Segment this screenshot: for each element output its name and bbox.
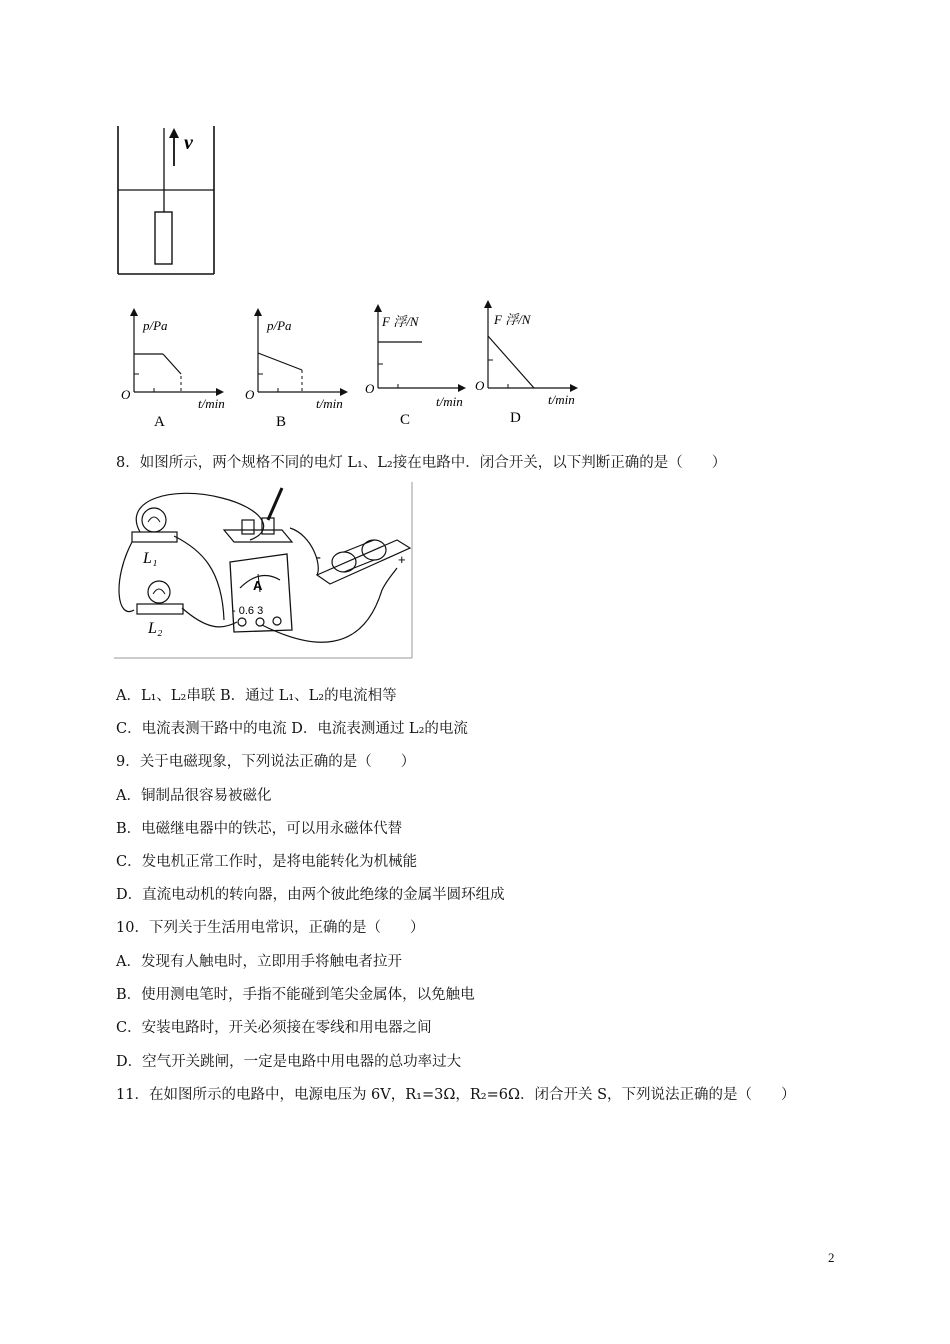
q10-option-b: B．使用测电笔时，手指不能碰到笔尖金属体，以免触电 [116,987,475,1003]
circuit-l1-label: L₁ [143,550,158,567]
graph-c-option: C [400,412,411,428]
graph-a-ylabel: p/Pa [143,318,168,333]
graph-b-option: B [276,414,287,428]
ammeter-label: A [253,578,263,593]
graph-b [242,306,362,428]
graph-d-option: D [510,410,521,426]
graph-d [472,300,592,428]
graph-c-origin: O [365,381,375,396]
graph-c [360,300,480,428]
graph-a-option: A [154,414,165,428]
q10-stem: 10．下列关于生活用电常识，正确的是（ ） [116,920,425,936]
q8-option-ab: A．L₁、L₂串联 B．通过 L₁、L₂的电流相等 [116,688,397,704]
graph-b-ylabel: p/Pa [267,318,292,333]
graph-a-origin: O [121,387,131,402]
q10-option-c: C．安装电路时，开关必须接在零线和用电器之间 [116,1020,432,1036]
graph-c-xlabel: t/min [436,394,463,409]
graph-d-xlabel: t/min [548,392,575,407]
graph-d-origin: O [475,378,485,393]
graph-a [118,306,238,428]
q9-stem: 9．关于电磁现象，下列说法正确的是（ ） [116,754,416,770]
battery-minus-label: - [316,549,321,566]
q11-stem: 11．在如图所示的电路中，电源电压为 6V，R₁=3Ω，R₂=6Ω．闭合开关 S，下列说法正确的是（ ） [116,1087,796,1103]
ammeter-terminals: - 0.6 3 [232,605,264,617]
graph-b-xlabel: t/min [316,396,343,411]
graph-b-origin: O [245,387,255,402]
graph-a-xlabel: t/min [198,396,225,411]
q10-option-a: A．发现有人触电时，立即用手将触电者拉开 [116,954,402,970]
q9-option-d: D．直流电动机的转向器，由两个彼此绝缘的金属半圆环组成 [116,887,505,903]
q9-option-b: B．电磁继电器中的铁芯，可以用永磁体代替 [116,821,403,837]
q10-option-d: D．空气开关跳闸，一定是电路中用电器的总功率过大 [116,1054,462,1070]
q9-option-c: C．发电机正常工作时，是将电能转化为机械能 [116,854,418,870]
velocity-label: v [184,132,193,154]
velocity-arrow-icon [169,128,179,166]
beaker-figure [112,124,222,276]
circuit-figure [112,480,414,660]
battery-plus-label: + [398,552,406,567]
q9-option-a: A．铜制品很容易被磁化 [116,788,272,804]
q8-option-cd: C．电流表测干路中的电流 D．电流表测通过 L₂的电流 [116,721,468,737]
circuit-l2-label: L₂ [148,620,163,637]
graph-c-ylabel: F 浮/N [382,314,419,329]
page-number: 2 [828,1250,835,1265]
graph-d-ylabel: F 浮/N [494,312,531,327]
q8-stem: 8．如图所示，两个规格不同的电灯 L₁、L₂接在电路中．闭合开关，以下判断正确的是（ ） [116,455,727,471]
